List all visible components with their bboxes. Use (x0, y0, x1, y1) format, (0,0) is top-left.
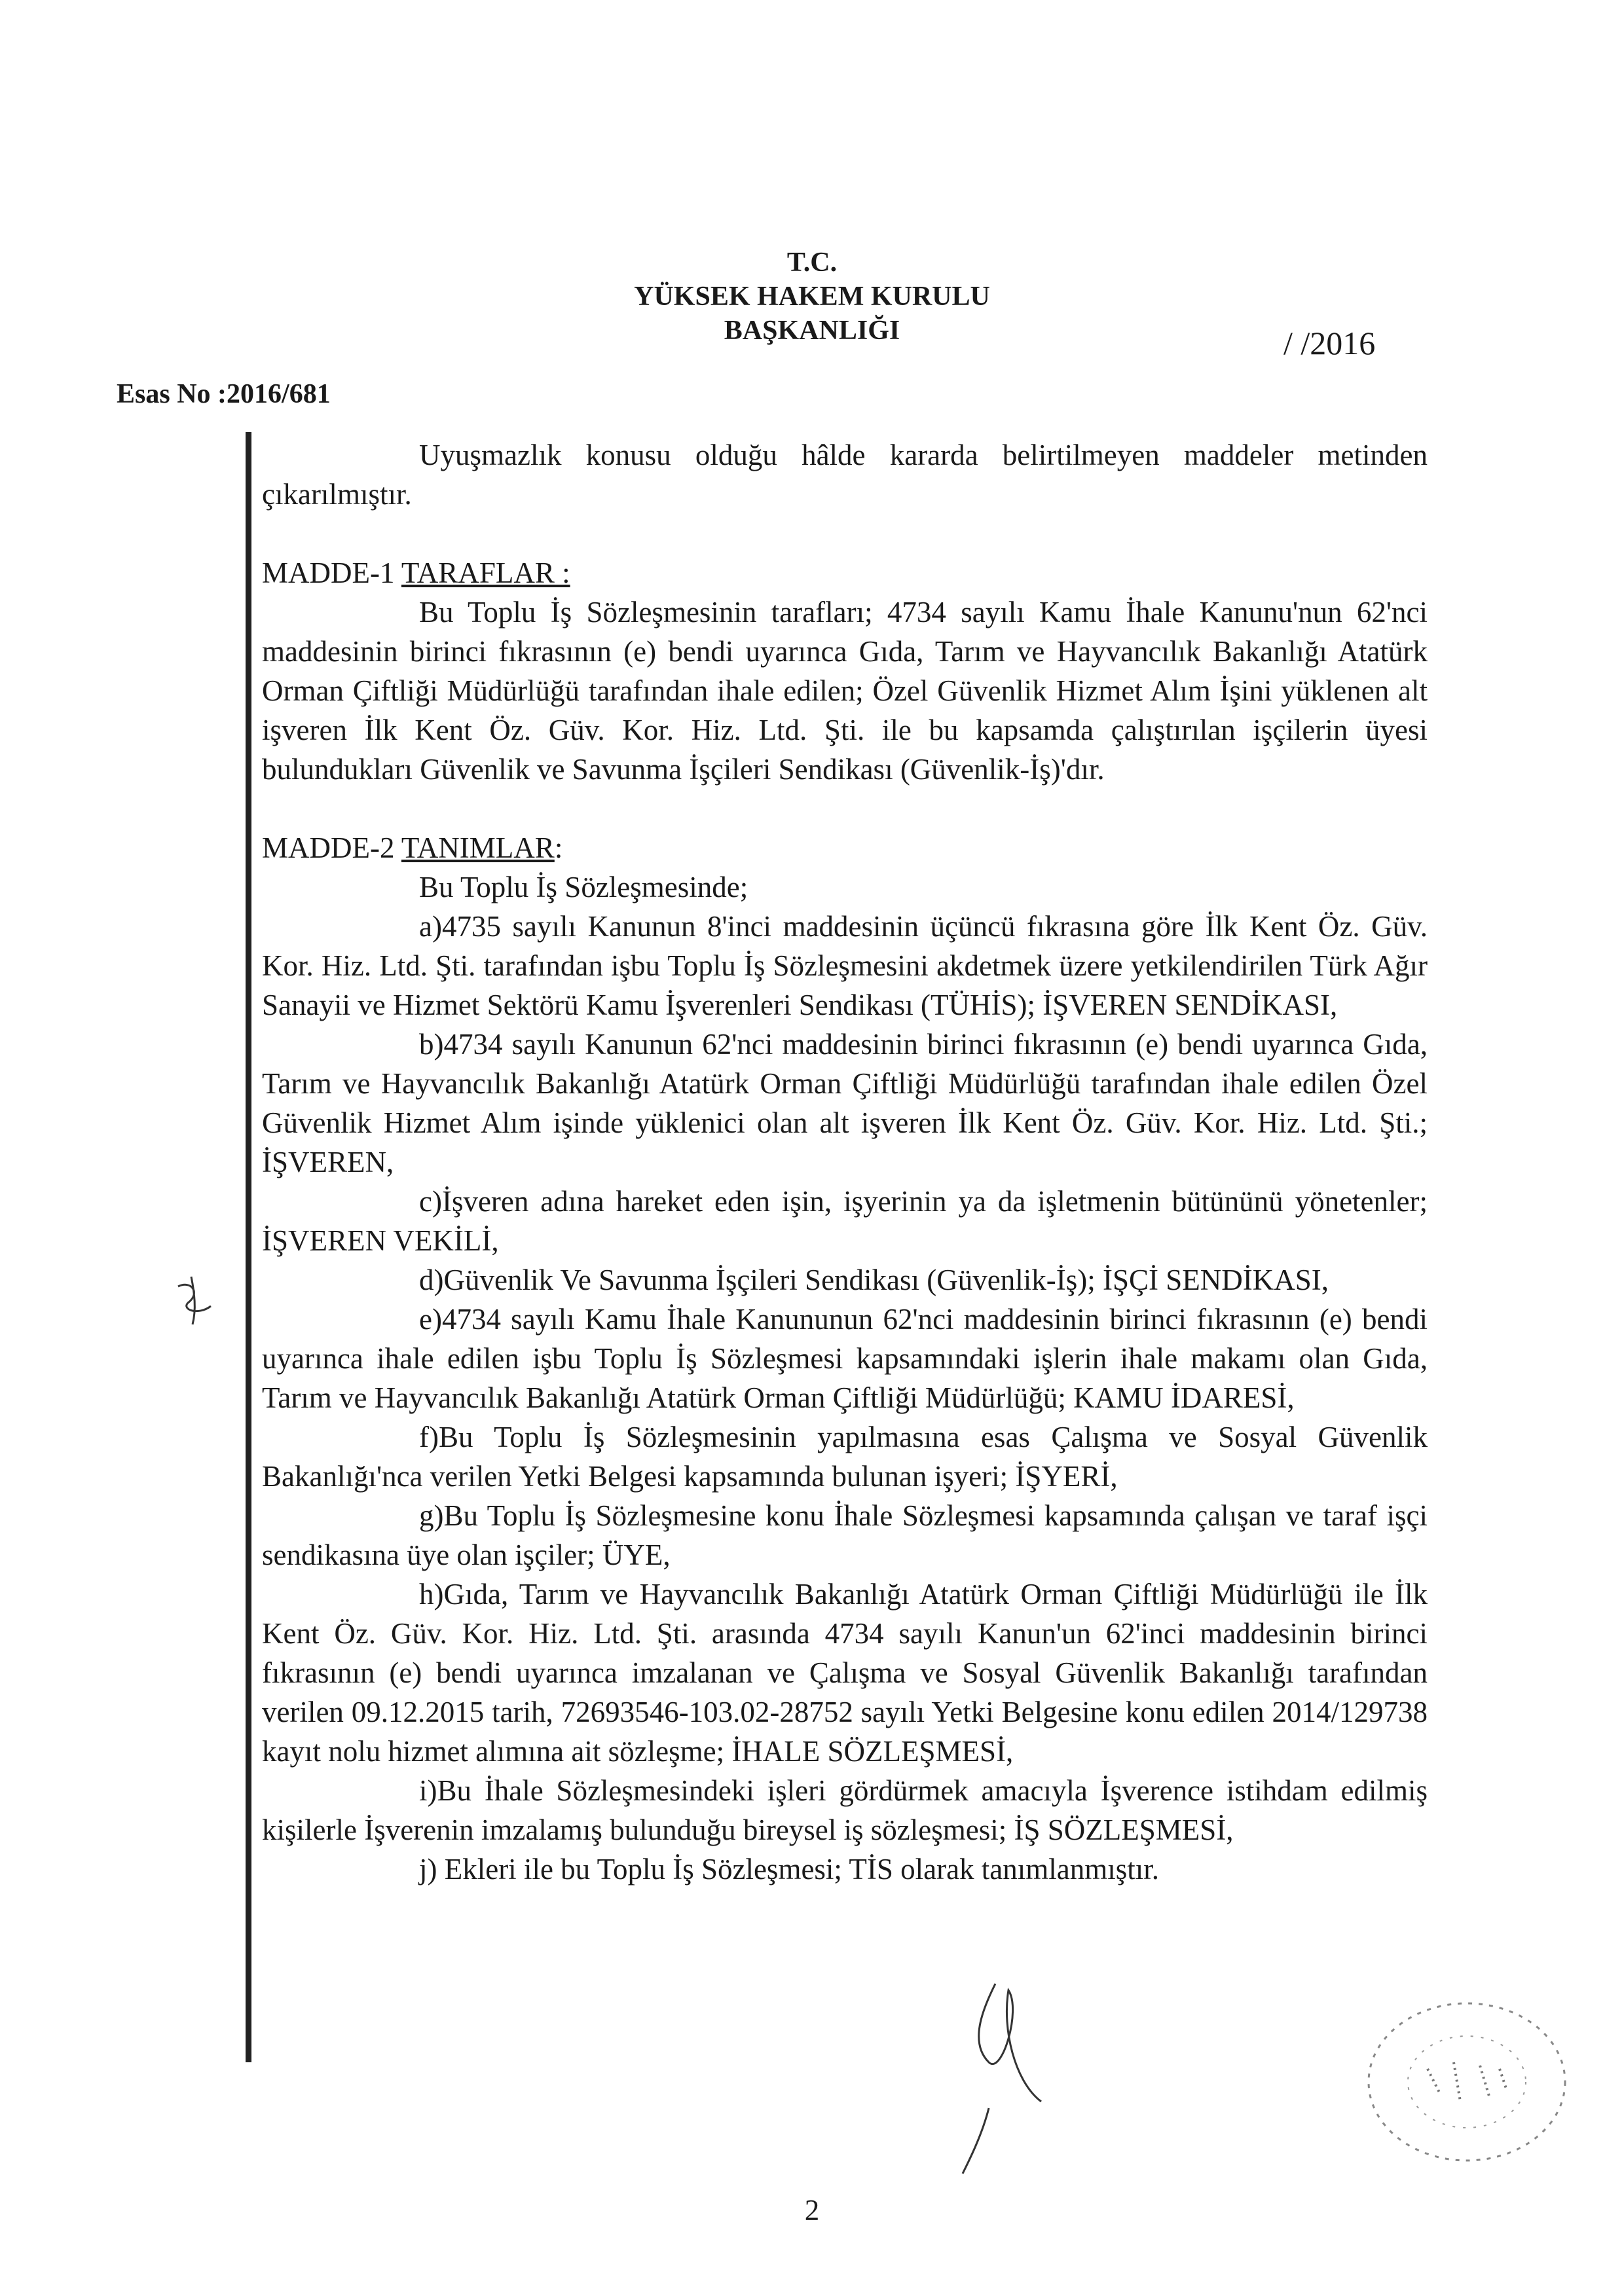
page-number: 2 (804, 2194, 820, 2227)
spacer (262, 514, 1428, 553)
margin-bar (246, 432, 251, 2062)
definition-item: f)Bu Toplu İş Sözleşmesinin yapılmasına esas Çalışma ve Sosyal Güvenlik Bakanlığı'nca verilen Yetki Belgesi kapsamında bulunan işyeri; İŞYERİ, (262, 1421, 1428, 1493)
definition-item: j) Ekleri ile bu Toplu İş Sözleşmesi; TİS olarak tanımlanmıştır. (419, 1853, 1160, 1886)
article-2-heading (262, 828, 1428, 867)
header-department: BAŞKANLIĞI (724, 316, 900, 346)
article-1-prefix: MADDE-1 (262, 556, 401, 589)
definition-item: b)4734 sayılı Kanunun 62'nci maddesinin birinci fıkrasının (e) bendi uyarınca Gıda, Tarım ve Hayvancılık Bakanlığı Atatürk Orman Çiftliği Müdürlüğü tarafından ihale edilen Özel Güvenlik Hizmet Alım işinde yüklenici olan alt işveren İlk Kent Öz. Güv. Kor. Hiz. Ltd. Şti.; İŞVEREN, (262, 1028, 1428, 1178)
article-2-intro: Bu Toplu İş Sözleşmesinde; (419, 871, 748, 903)
definition-item: e)4734 sayılı Kamu İhale Kanununun 62'nci maddesinin birinci fıkrasının (e) bendi uyarınca ihale edilen işbu Toplu İş Sözleşmesi kapsamındaki işlerin ihale makamı olan Gıda, Tarım ve Hayvancılık Bakanlığı Atatürk Orman Çiftliği Müdürlüğü; KAMU İDARESİ, (262, 1303, 1428, 1414)
article-1-text: Bu Toplu İş Sözleşmesinin tarafları; 4734 sayılı Kamu İhale Kanunu'nun 62'nci maddesinin birinci fıkrasının (e) bendi uyarınca Gıda, Tarım ve Hayvancılık Bakanlığı Atatürk Orman Çiftliği Müdürlüğü tarafından ihale edilen; Özel Güvenlik Hizmet Alım İşini yüklenen alt işveren İlk Kent Öz. Güv. Kor. Hiz. Ltd. Şti. ile bu kapsamda çalıştırılan işçilerin üyesi bulundukları Güvenlik ve Savunma İşçileri Sendikası (Güvenlik-İş)'dır. (262, 596, 1428, 786)
definition-item: a)4735 sayılı Kanunun 8'inci maddesinin üçüncü fıkrasına göre İlk Kent Öz. Güv. Kor. Hiz. Ltd. Şti. tarafından işbu Toplu İş Sözleşmesini akdetmek üzere yetkilendirilen Türk Ağır Sanayii ve Hizmet Sektörü Kamu İşverenleri Sendikası (TÜHİS); İŞVEREN SENDİKASI, (262, 910, 1428, 1021)
document-date: / /2016 (1283, 325, 1376, 361)
spacer (262, 789, 1428, 828)
signature-mark (943, 1971, 1087, 2180)
article-2-title: TANIMLAR (401, 831, 555, 864)
article-2-prefix: MADDE-2 (262, 831, 401, 864)
header-tc: T.C. (786, 247, 838, 278)
document-body (262, 435, 1428, 1889)
omission-note: Uyuşmazlık konusu olduğu hâlde kararda belirtilmeyen maddeler metinden çıkarılmıştır. (262, 439, 1428, 511)
header-institution: YÜKSEK HAKEM KURULU (634, 282, 990, 312)
definition-item: i)Bu İhale Sözleşmesindeki işleri gördürmek amacıyla İşverence istihdam edilmiş kişilerle İşverenin imzalamış bulunduğu bireysel iş sözleşmesi; İŞ SÖZLEŞMESİ, (262, 1774, 1428, 1846)
definition-item: c)İşveren adına hareket eden işin, işyerinin ya da işletmenin bütününü yönetenler; İŞVEREN VEKİLİ, (262, 1185, 1428, 1257)
stamp-mark (1349, 1984, 1585, 2180)
article-1-title: TARAFLAR : (401, 556, 570, 589)
case-number: Esas No :2016/681 (117, 379, 331, 409)
article-2-colon: : (554, 831, 563, 864)
margin-initial-mark (172, 1273, 217, 1326)
definition-item: d)Güvenlik Ve Savunma İşçileri Sendikası (Güvenlik-İş); İŞÇİ SENDİKASI, (419, 1264, 1329, 1296)
definition-item: g)Bu Toplu İş Sözleşmesine konu İhale Sözleşmesi kapsamında çalışan ve taraf işçi sendikasına üye olan işçiler; ÜYE, (262, 1499, 1428, 1571)
article-1-heading (262, 553, 1428, 592)
definition-item: h)Gıda, Tarım ve Hayvancılık Bakanlığı Atatürk Orman Çiftliği Müdürlüğü ile İlk Kent Öz. Güv. Kor. Hiz. Ltd. Şti. arasında 4734 sayılı Kanun'un 62'inci maddesinin birinci fıkrasının (e) bendi uyarınca imzalanan ve Çalışma ve Sosyal Güvenlik Bakanlığı tarafından verilen 09.12.2015 tarih, 72693546-103.02-28752 sayılı Yetki Belgesine konu edilen 2014/129738 kayıt nolu hizmet alımına ait sözleşme; İHALE SÖZLEŞMESİ, (262, 1578, 1428, 1768)
